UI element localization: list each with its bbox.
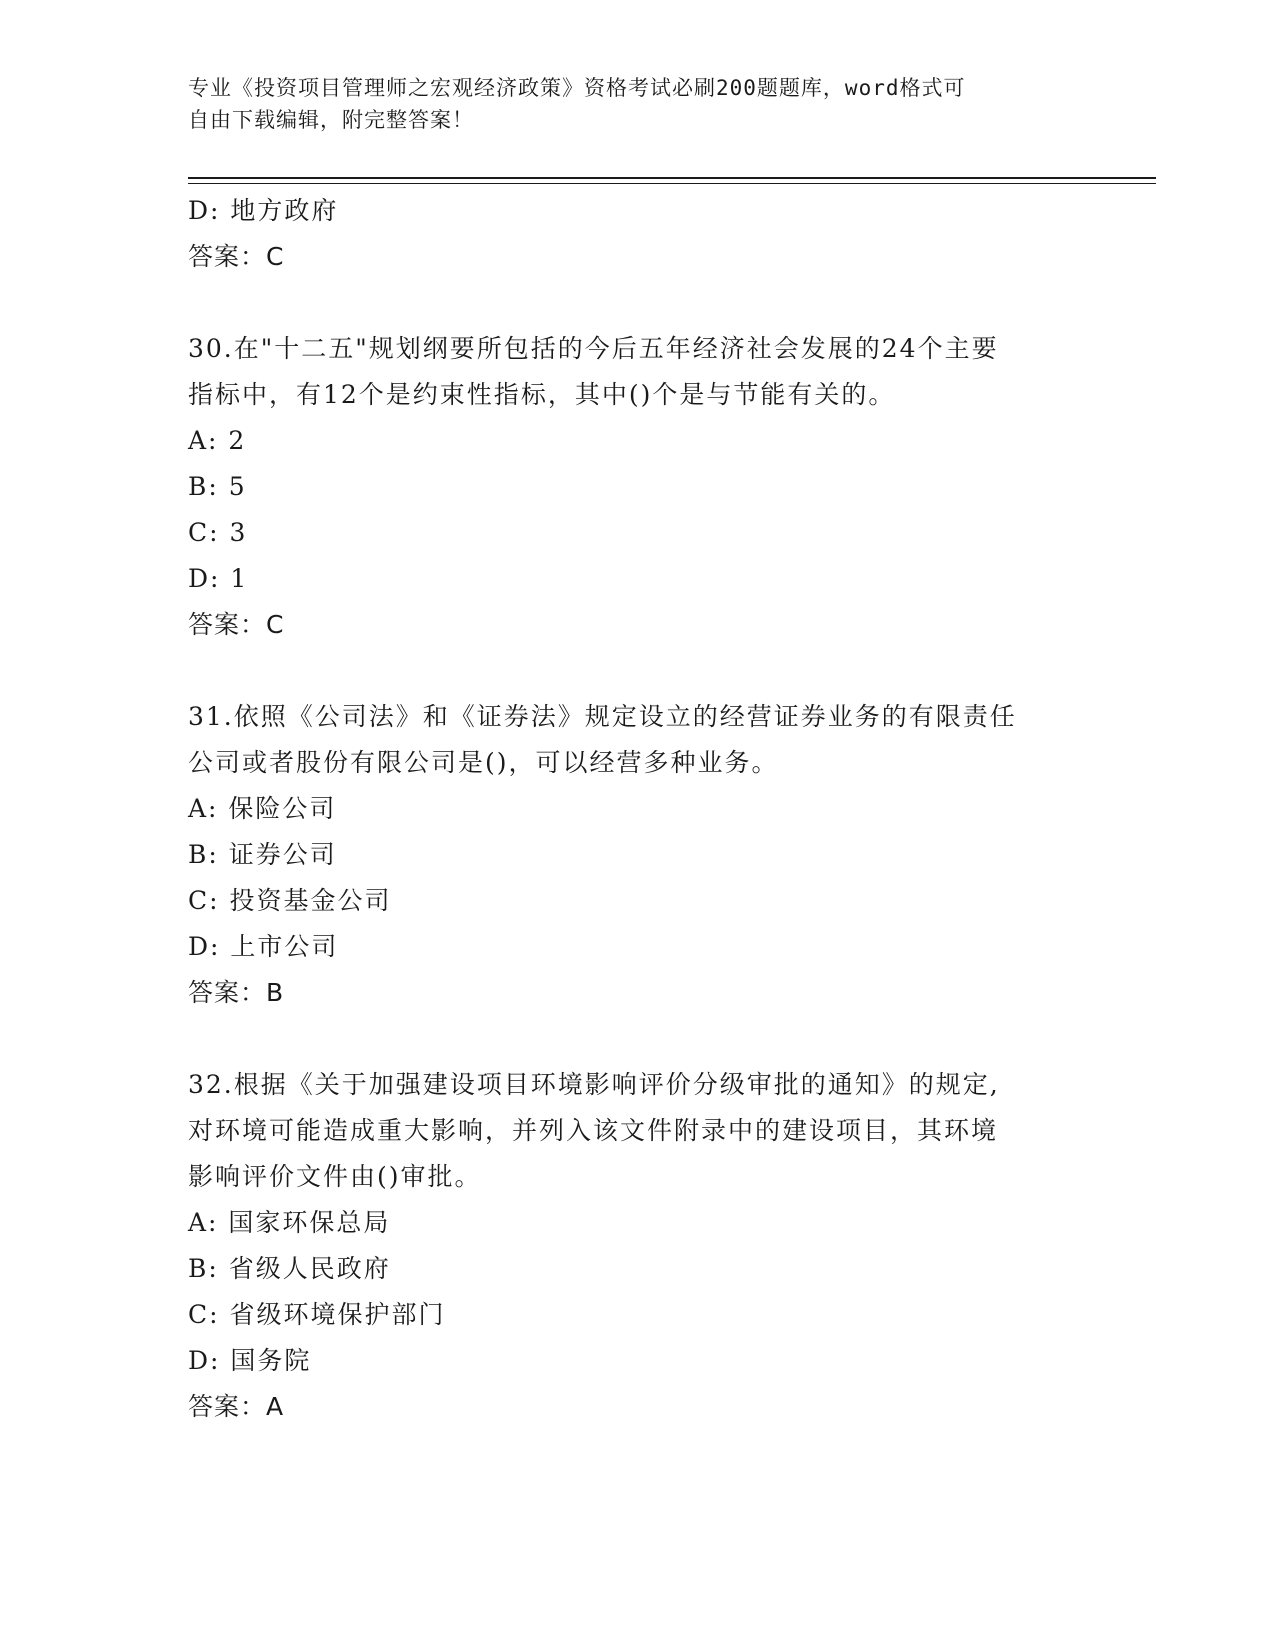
question-list: [188, 188, 1088, 1430]
option-d: D: 国务院: [188, 1346, 312, 1375]
answer-line: 答案：A: [188, 1392, 285, 1421]
question-30: [188, 326, 1088, 648]
option-d: D: 1: [188, 564, 249, 593]
document-header: [188, 72, 1068, 136]
header-line-1: 专业《投资项目管理师之宏观经济政策》资格考试必刷200题题库，word格式可: [188, 76, 966, 100]
option-b: B: 证券公司: [188, 840, 337, 869]
option-c: C: 投资基金公司: [188, 886, 392, 915]
option-a: A: 保险公司: [188, 794, 337, 823]
question-text-line: 31.依照《公司法》和《证券法》规定设立的经营证券业务的有限责任: [188, 702, 1017, 731]
answer-line: 答案：B: [188, 978, 285, 1007]
question-31: [188, 694, 1088, 1016]
question-text-line: 影响评价文件由()审批。: [188, 1162, 482, 1191]
question-text-line: 30.在"十二五"规划纲要所包括的今后五年经济社会发展的24个主要: [188, 334, 999, 363]
previous-question-tail: [188, 188, 1088, 280]
option-d: D: 上市公司: [188, 932, 339, 961]
question-text-line: 公司或者股份有限公司是()，可以经营多种业务。: [188, 748, 779, 777]
option-b: B: 5: [188, 472, 247, 501]
option-c: C: 3: [188, 518, 248, 547]
question-text-line: 指标中，有12个是约束性指标，其中()个是与节能有关的。: [188, 380, 896, 409]
option-c: C: 省级环境保护部门: [188, 1300, 446, 1329]
option-d: D: 地方政府: [188, 196, 339, 225]
header-divider-thin: [188, 183, 1156, 184]
option-a: A: 2: [188, 426, 247, 455]
question-32: [188, 1062, 1088, 1430]
question-text-line: 32.根据《关于加强建设项目环境影响评价分级审批的通知》的规定,: [188, 1070, 1000, 1099]
answer-line: 答案：C: [188, 242, 285, 271]
header-line-2: 自由下载编辑，附完整答案！: [188, 108, 474, 132]
question-text-line: 对环境可能造成重大影响，并列入该文件附录中的建设项目，其环境: [188, 1116, 999, 1145]
answer-line: 答案：C: [188, 610, 285, 639]
header-divider-thick: [188, 177, 1156, 179]
option-b: B: 省级人民政府: [188, 1254, 391, 1283]
option-a: A: 国家环保总局: [188, 1208, 391, 1237]
